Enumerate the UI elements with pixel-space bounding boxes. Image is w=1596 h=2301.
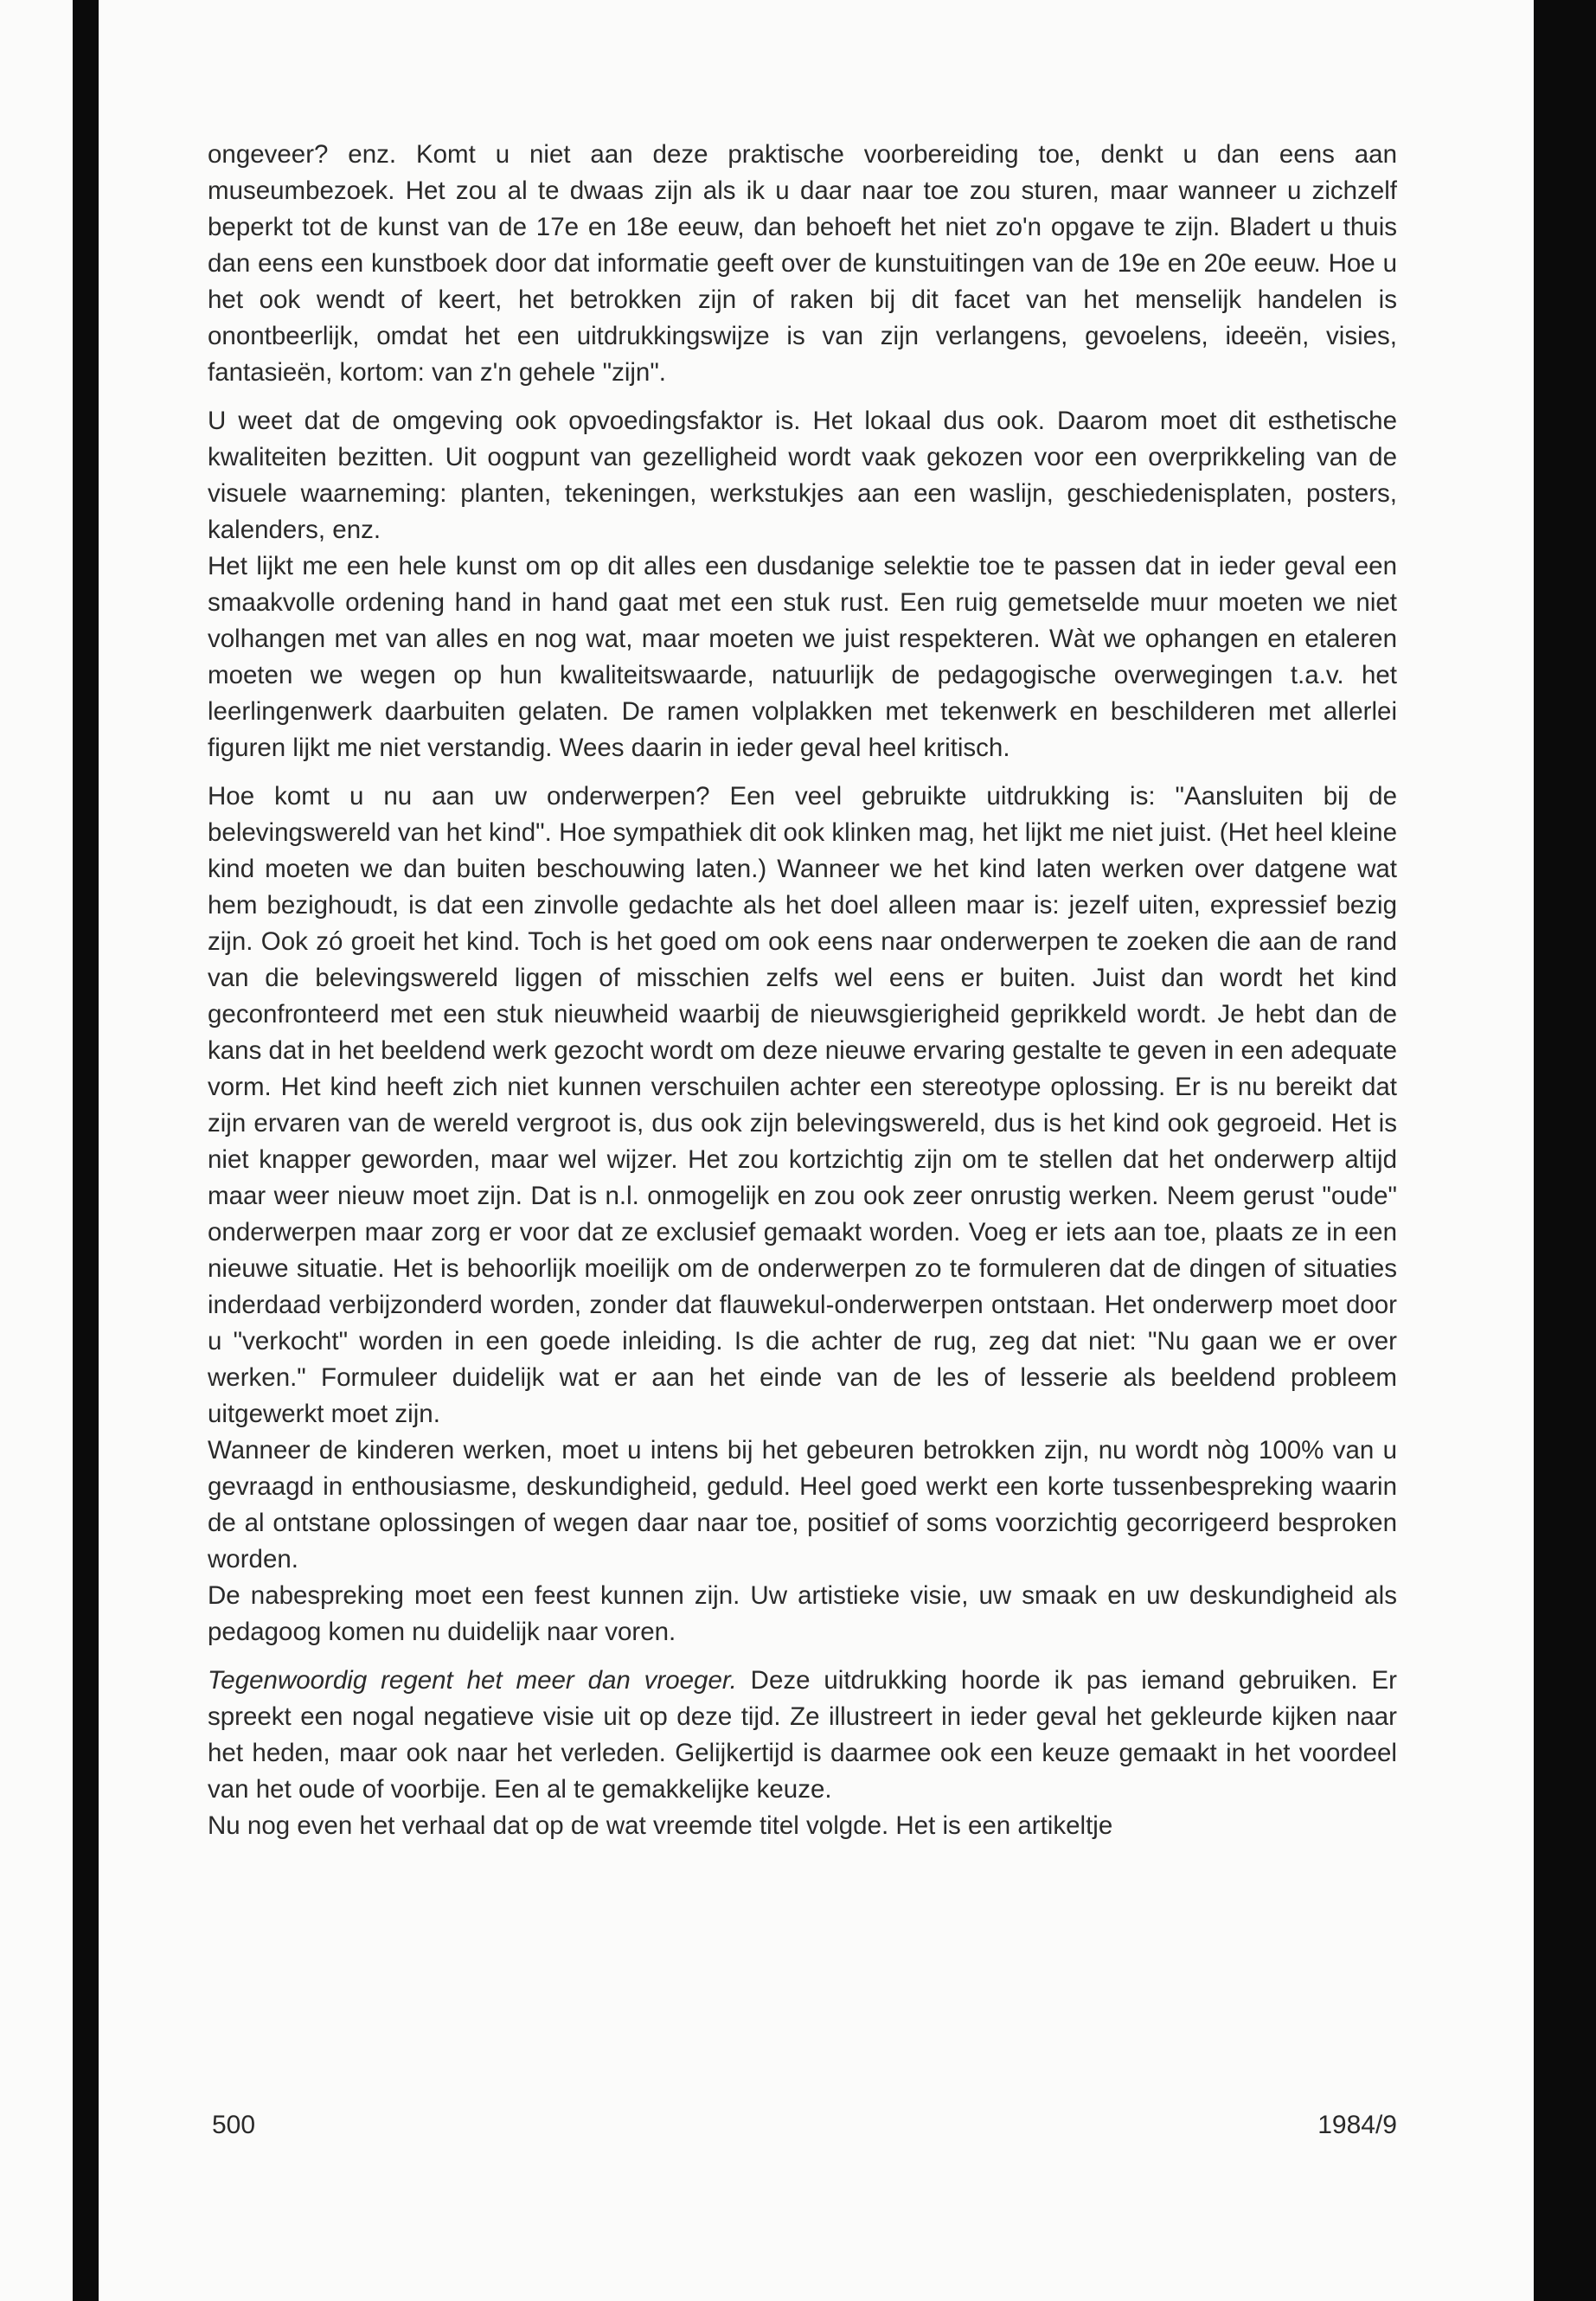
paragraph-environment: U weet dat de omgeving ook opvoedingsfaktor is. Het lokaal dus ook. Daarom moet dit esthetische kwaliteiten bezitten. Uit oogpunt van gezelligheid wordt vaak gekozen voor een overprikkeling van de visuele waarneming: planten, tekeningen, werkstukjes aan een waslijn, geschiedenisplaten, posters, kalenders, enz. [208, 407, 1397, 544]
article-body [208, 137, 1397, 1844]
paragraph-rain [208, 1663, 1397, 1808]
paragraph-museum: ongeveer? enz. Komt u niet aan deze praktische voorbereiding toe, denkt u dan eens aan museumbezoek. Het zou al te dwaas zijn als ik u daar naar toe zou sturen, maar wanneer u zichzelf beperkt tot de kunst van de 17e en 18e eeuw, dan behoeft het niet zo'n opgave te zijn. Bladert u thuis dan eens een kunstboek door dat informatie geeft over de kunstuitingen van de 19e en 20e eeuw. Hoe u het ook wendt of keert, het betrokken zijn of raken bij dit facet van het menselijk handelen is onontbeerlijk, omdat het een uitdrukkingswijze is van zijn verlangens, gevoelens, ideeën, visies, fantasieën, kortom: van z'n gehele "zijn". [208, 140, 1397, 387]
page-number: 500 [212, 2111, 256, 2139]
paragraph-children-working: Wanneer de kinderen werken, moet u intens bij het gebeuren betrokken zijn, nu wordt nòg 100% van u gevraagd in enthousiasme, deskundigheid, geduld. Heel goed werkt een korte tussenbespreking waarin de al ontstane oplossingen of wegen daar naar toe, positief of soms voorzichtig gecorrigeerd besproken worden. [208, 1436, 1397, 1574]
scan-border-left [73, 0, 99, 2301]
paragraph-discussion: De nabespreking moet een feest kunnen zijn. Uw artistieke visie, uw smaak en uw deskundigheid als pedagoog komen nu duidelijk naar voren. [208, 1581, 1397, 1646]
paragraph-subjects: Hoe komt u nu aan uw onderwerpen? Een veel gebruikte uitdrukking is: "Aansluiten bij de belevingswereld van het kind". Hoe sympathiek dit ook klinken mag, het lijkt me niet juist. (Het heel kleine kind moeten we dan buiten beschouwing laten.) Wanneer we het kind laten werken over datgene wat hem bezighoudt, is dat een zinvolle gedachte als het doel alleen maar is: jezelf uiten, expressief bezig zijn. Ook zó groeit het kind. Toch is het goed om ook eens naar onderwerpen te zoeken die aan de rand van die belevingswereld liggen of misschien zelfs wel eens er buiten. Juist dan wordt het kind geconfronteerd met een stuk nieuwheid waarbij de nieuwsgierigheid geprikkeld wordt. Je hebt dan de kans dat in het beeldend werk gezocht wordt om deze nieuwe ervaring gestalte te geven in een adequate vorm. Het kind heeft zich niet kunnen verschuilen achter een stereotype oplossing. Er is nu bereikt dat zijn ervaren van de wereld vergroot is, dus ook zijn belevingswereld, dus is het kind ook gegroeid. Het is niet knapper geworden, maar wel wijzer. Het zou kortzichtig zijn om te stellen dat het onderwerp altijd maar weer nieuw moet zijn. Dat is n.l. onmogelijk en zou ook zeer onrustig werken. Neem gerust "oude" onderwerpen maar zorg er voor dat ze exclusief gemaakt worden. Voeg er iets aan toe, plaats ze in een nieuwe situatie. Het is behoorlijk moeilijk om de onderwerpen zo te formuleren dat de dingen of situaties inderdaad verbijzonderd worden, zonder dat flauwekul-onderwerpen ontstaan. Het onderwerp moet door u "verkocht" worden in een goede inleiding. Is die achter de rug, zeg dat niet: "Nu gaan we er over werken." Formuleer duidelijk wat er aan het einde van de les of lesserie als beeldend probleem uitgewerkt moet zijn. [208, 782, 1397, 1428]
issue-number: 1984/9 [1317, 2111, 1397, 2139]
italic-phrase: Tegenwoordig regent het meer dan vroeger. [208, 1666, 737, 1695]
paragraph-rain-text: Deze uitdrukking hoorde ik pas iemand gebruiken. Er spreekt een nogal negatieve visie uit op deze tijd. Ze illustreert in ieder geval het gekleurde kijken naar het heden, maar ook naar het verleden. Gelijkertijd is daarmee ook een keuze gemaakt in het voordeel van het oude of voorbije. Een al te gemakkelijke keuze. [208, 1666, 1397, 1804]
paragraph-story: Nu nog even het verhaal dat op de wat vreemde titel volgde. Het is een artikeltje [208, 1811, 1113, 1840]
scan-border-right [1534, 0, 1596, 2301]
paragraph-selection: Het lijkt me een hele kunst om op dit alles een dusdanige selektie toe te passen dat in ieder geval een smaakvolle ordening hand in hand gaat met een stuk rust. Een ruig gemetselde muur moeten we niet volhangen met van alles en nog wat, maar moeten we juist respekteren. Wàt we ophangen en etaleren moeten we wegen op hun kwaliteitswaarde, natuurlijk de pedagogische overwegingen t.a.v. het leerlingenwerk daarbuiten gelaten. De ramen volplakken met tekenwerk en beschilderen met allerlei figuren lijkt me niet verstandig. Wees daarin in ieder geval heel kritisch. [208, 552, 1397, 762]
